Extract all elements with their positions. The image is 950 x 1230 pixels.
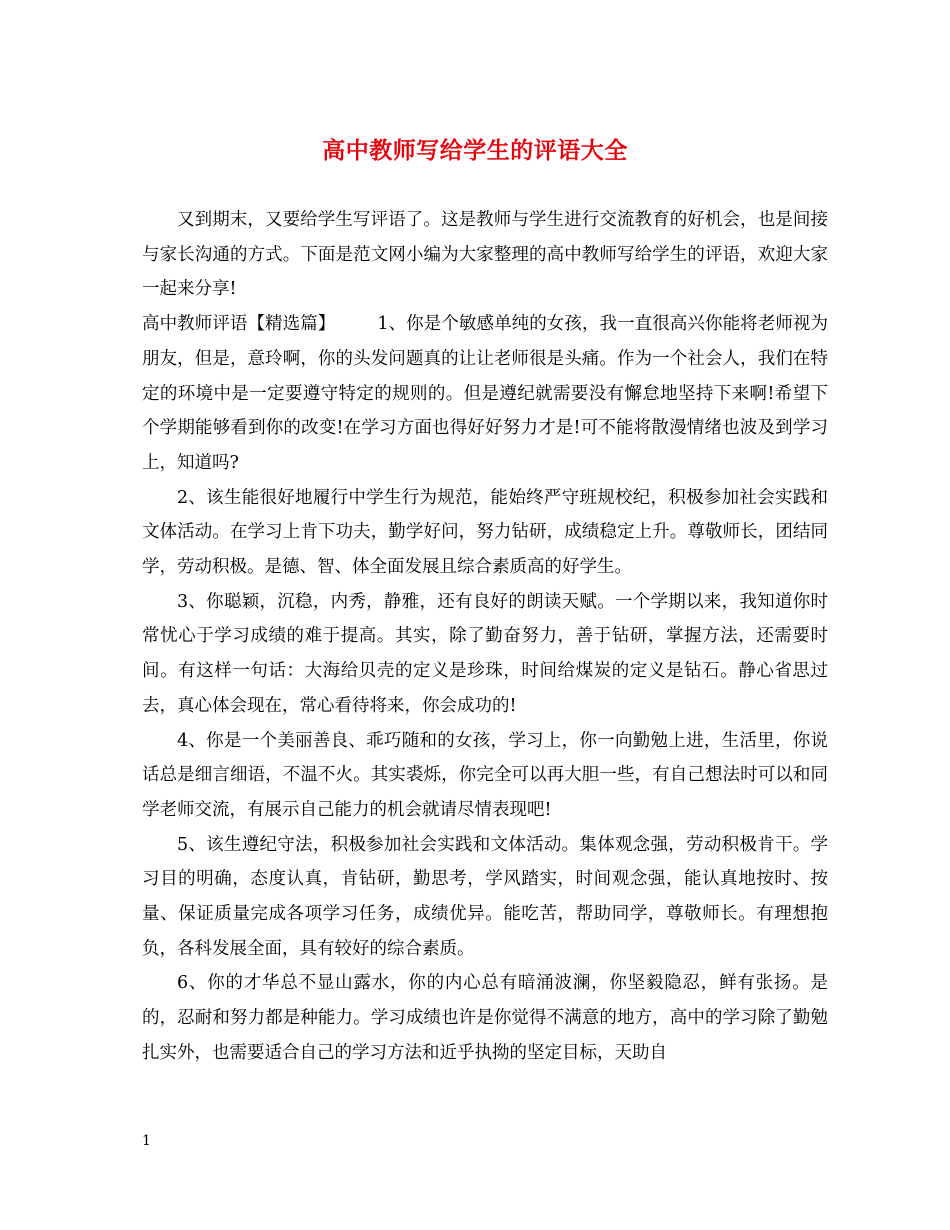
paragraph-5: 5、该生遵纪守法，积极参加社会实践和文体活动。集体观念强，劳动积极肯干。学习目的明确，态度认真，肯钻研，勤思考，学风踏实，时间观念强，能认真地按时、按量、保证质量完成各项学习任务，成绩优异。能吃苦，帮助同学，尊敬师长。有理想抱负，各科发展全面，具有较好的综合素质。 [142, 834, 828, 959]
paragraph-1 [142, 307, 828, 481]
paragraph-1-text: 1、你是个敏感单纯的女孩，我一直很高兴你能将老师视为朋友，但是，意玲啊，你的头发问题真的让让老师很是头痛。作为一个社会人，我们在特定的环境中是一定要遵守特定的规则的。但是遵纪就需要没有懈怠地坚持下来啊!希望下个学期能够看到你的改变!在学习方面也得好好努力才是!可不能将散漫情绪也波及到学习上，知道吗? [142, 314, 828, 473]
intro-paragraph: 又到期末，又要给学生写评语了。这是教师与学生进行交流教育的好机会，也是间接与家长沟通的方式。下面是范文网小编为大家整理的高中教师写给学生的评语，欢迎大家一起来分享! [142, 210, 828, 300]
paragraph-3: 3、你聪颖，沉稳，内秀，静雅，还有良好的朗读天赋。一个学期以来，我知道你时常忧心于学习成绩的难于提高。其实，除了勤奋努力，善于钻研，掌握方法，还需要时间。有这样一句话：大海给贝壳的定义是珍珠，时间给煤炭的定义是钻石。静心省思过去，真心体会现在，常心看待将来，你会成功的! [142, 591, 828, 716]
page-title: 高中教师写给学生的评语大全 [322, 137, 628, 164]
paragraph-4: 4、你是一个美丽善良、乖巧随和的女孩，学习上，你一向勤勉上进，生活里，你说话总是细言细语，不温不火。其实裘烁，你完全可以再大胆一些，有自己想法时可以和同学老师交流，有展示自己能力的机会就请尽情表现吧! [142, 730, 828, 820]
page-number: 1 [142, 1133, 151, 1149]
document-body [142, 203, 828, 1071]
paragraph-2: 2、该生能很好地履行中学生行为规范，能始终严守班规校纪，积极参加社会实践和文体活动。在学习上肯下功夫，勤学好问，努力钻研，成绩稳定上升。尊敬师长，团结同学，劳动积极。是德、智、体全面发展且综合素质高的好学生。 [142, 487, 828, 578]
paragraph-6: 6、你的才华总不显山露水，你的内心总有暗涌波澜，你坚毅隐忍，鲜有张扬。是的，忍耐和努力都是种能力。学习成绩也许是你觉得不满意的地方，高中的学习除了勤勉扎实外，也需要适合自己的学习方法和近乎执拗的坚定目标，天助自 [142, 973, 828, 1063]
section-heading: 高中教师评语【精选篇】 [142, 314, 336, 335]
